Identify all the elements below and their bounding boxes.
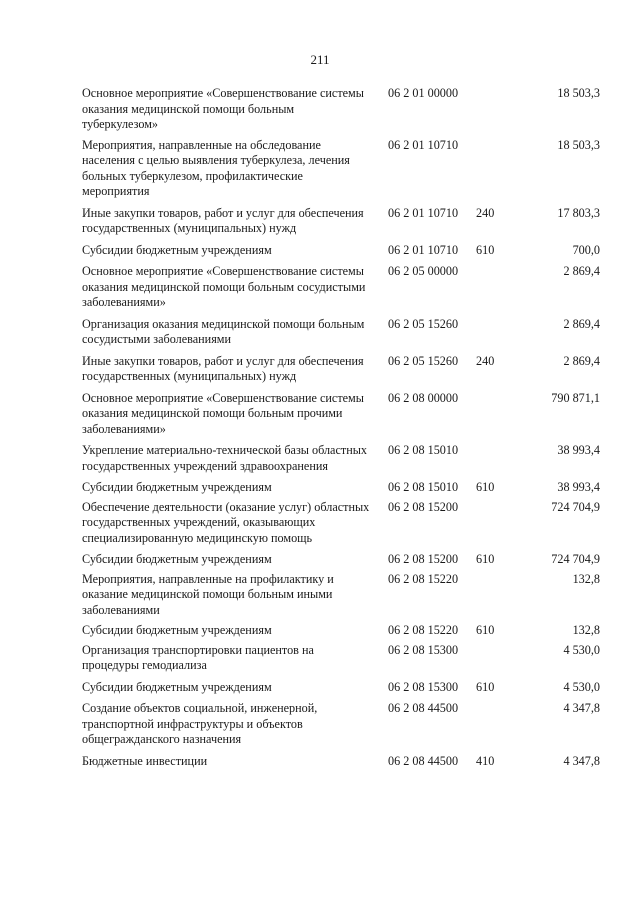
row-sum: 4 530,0 bbox=[563, 642, 600, 657]
budget-table bbox=[82, 86, 600, 769]
row-code: 06 2 05 15260 bbox=[388, 353, 459, 368]
row-name: Субсидии бюджетным учреждениям bbox=[82, 679, 272, 694]
table-row bbox=[82, 354, 600, 385]
row-sum: 18 503,3 bbox=[557, 86, 600, 100]
row-kind: 240 bbox=[476, 353, 495, 368]
row-name: Субсидии бюджетным учреждениям bbox=[82, 552, 272, 566]
row-code: 06 2 05 00000 bbox=[388, 264, 459, 278]
row-sum: 724 704,9 bbox=[551, 552, 600, 566]
table-row bbox=[82, 623, 600, 639]
row-code: 06 2 08 15200 bbox=[388, 552, 459, 566]
row-kind: 240 bbox=[476, 205, 495, 220]
row-sum: 4 347,8 bbox=[563, 753, 600, 768]
row-code: 06 2 01 10710 bbox=[388, 242, 459, 257]
row-name: Мероприятия, направленные на профилактику и оказание медицинской помощи больным иными заболеваниями bbox=[82, 571, 334, 617]
row-code: 06 2 01 00000 bbox=[388, 86, 459, 100]
row-name: Основное мероприятие «Совершенствование системы оказания медицинской помощи больным туберкулезом» bbox=[82, 86, 364, 131]
row-sum: 132,8 bbox=[572, 571, 600, 586]
row-name: Обеспечение деятельности (оказание услуг) областных государственных учреждений, оказывающих специализированную медицинскую помощь bbox=[82, 499, 370, 545]
row-code: 06 2 01 10710 bbox=[388, 205, 459, 220]
row-name: Иные закупки товаров, работ и услуг для обеспечения государственных (муниципальных) нужд bbox=[82, 353, 364, 383]
row-code: 06 2 01 10710 bbox=[388, 137, 459, 152]
row-sum: 132,8 bbox=[572, 623, 600, 637]
row-code: 06 2 08 15300 bbox=[388, 679, 459, 694]
table-row bbox=[82, 243, 600, 259]
row-code: 06 2 08 15220 bbox=[388, 571, 459, 586]
row-name: Организация транспортировки пациентов на процедуры гемодиализа bbox=[82, 642, 314, 672]
row-name: Субсидии бюджетным учреждениям bbox=[82, 480, 272, 494]
row-kind: 610 bbox=[476, 480, 495, 494]
row-sum: 2 869,4 bbox=[563, 353, 600, 368]
row-name: Бюджетные инвестиции bbox=[82, 753, 208, 768]
row-name: Укрепление материально-технической базы областных государственных учреждений здравоохранения bbox=[82, 443, 368, 473]
row-name: Основное мероприятие «Совершенствование системы оказания медицинской помощи больным прочими заболеваниями» bbox=[82, 390, 364, 436]
row-kind: 610 bbox=[476, 242, 495, 257]
row-code: 06 2 08 15200 bbox=[388, 499, 459, 514]
row-sum: 17 803,3 bbox=[557, 205, 600, 220]
table-row bbox=[82, 206, 600, 237]
row-sum: 2 869,4 bbox=[563, 316, 600, 331]
row-sum: 4 347,8 bbox=[563, 701, 600, 715]
row-name: Организация оказания медицинской помощи больным сосудистыми заболеваниями bbox=[82, 316, 365, 346]
table-row bbox=[82, 500, 600, 547]
table-row bbox=[82, 86, 600, 133]
table-row bbox=[82, 701, 600, 748]
row-name: Субсидии бюджетным учреждениям bbox=[82, 242, 272, 257]
row-sum: 38 993,4 bbox=[557, 443, 600, 457]
table-row bbox=[82, 317, 600, 348]
row-code: 06 2 08 15010 bbox=[388, 443, 459, 457]
table-row bbox=[82, 138, 600, 200]
row-name: Создание объектов социальной, инженерной, транспортной инфраструктуры и объектов общегражданского назначения bbox=[82, 701, 318, 746]
row-name: Основное мероприятие «Совершенствование системы оказания медицинской помощи больным сосудистыми заболеваниями» bbox=[82, 264, 366, 309]
row-code: 06 2 08 15220 bbox=[388, 623, 459, 637]
row-code: 06 2 05 15260 bbox=[388, 316, 459, 331]
row-sum: 700,0 bbox=[572, 242, 600, 257]
table-row bbox=[82, 754, 600, 770]
table-row bbox=[82, 480, 600, 496]
row-code: 06 2 08 44500 bbox=[388, 753, 459, 768]
row-sum: 724 704,9 bbox=[551, 499, 600, 514]
row-name: Субсидии бюджетным учреждениям bbox=[82, 623, 272, 637]
table-row bbox=[82, 572, 600, 619]
row-code: 06 2 08 15300 bbox=[388, 642, 459, 657]
row-kind: 610 bbox=[476, 623, 495, 637]
table-row bbox=[82, 680, 600, 696]
table-row bbox=[82, 391, 600, 438]
page-number: 211 bbox=[310, 52, 330, 67]
row-name: Иные закупки товаров, работ и услуг для обеспечения государственных (муниципальных) нужд bbox=[82, 205, 364, 235]
row-code: 06 2 08 15010 bbox=[388, 480, 459, 494]
row-sum: 2 869,4 bbox=[563, 264, 600, 278]
row-kind: 410 bbox=[476, 753, 495, 768]
table-row bbox=[82, 264, 600, 311]
table-row bbox=[82, 552, 600, 568]
row-sum: 18 503,3 bbox=[557, 137, 600, 152]
row-code: 06 2 08 00000 bbox=[388, 390, 459, 405]
row-sum: 38 993,4 bbox=[557, 480, 600, 494]
table-row bbox=[82, 443, 600, 474]
row-name: Мероприятия, направленные на обследование населения с целью выявления туберкулеза, лечения больных туберкулезом, профилактические мероприятия bbox=[82, 137, 350, 198]
row-sum: 4 530,0 bbox=[563, 679, 600, 694]
row-kind: 610 bbox=[476, 552, 495, 566]
row-code: 06 2 08 44500 bbox=[388, 701, 459, 715]
row-kind: 610 bbox=[476, 679, 495, 694]
row-sum: 790 871,1 bbox=[551, 390, 600, 405]
table-row bbox=[82, 643, 600, 674]
